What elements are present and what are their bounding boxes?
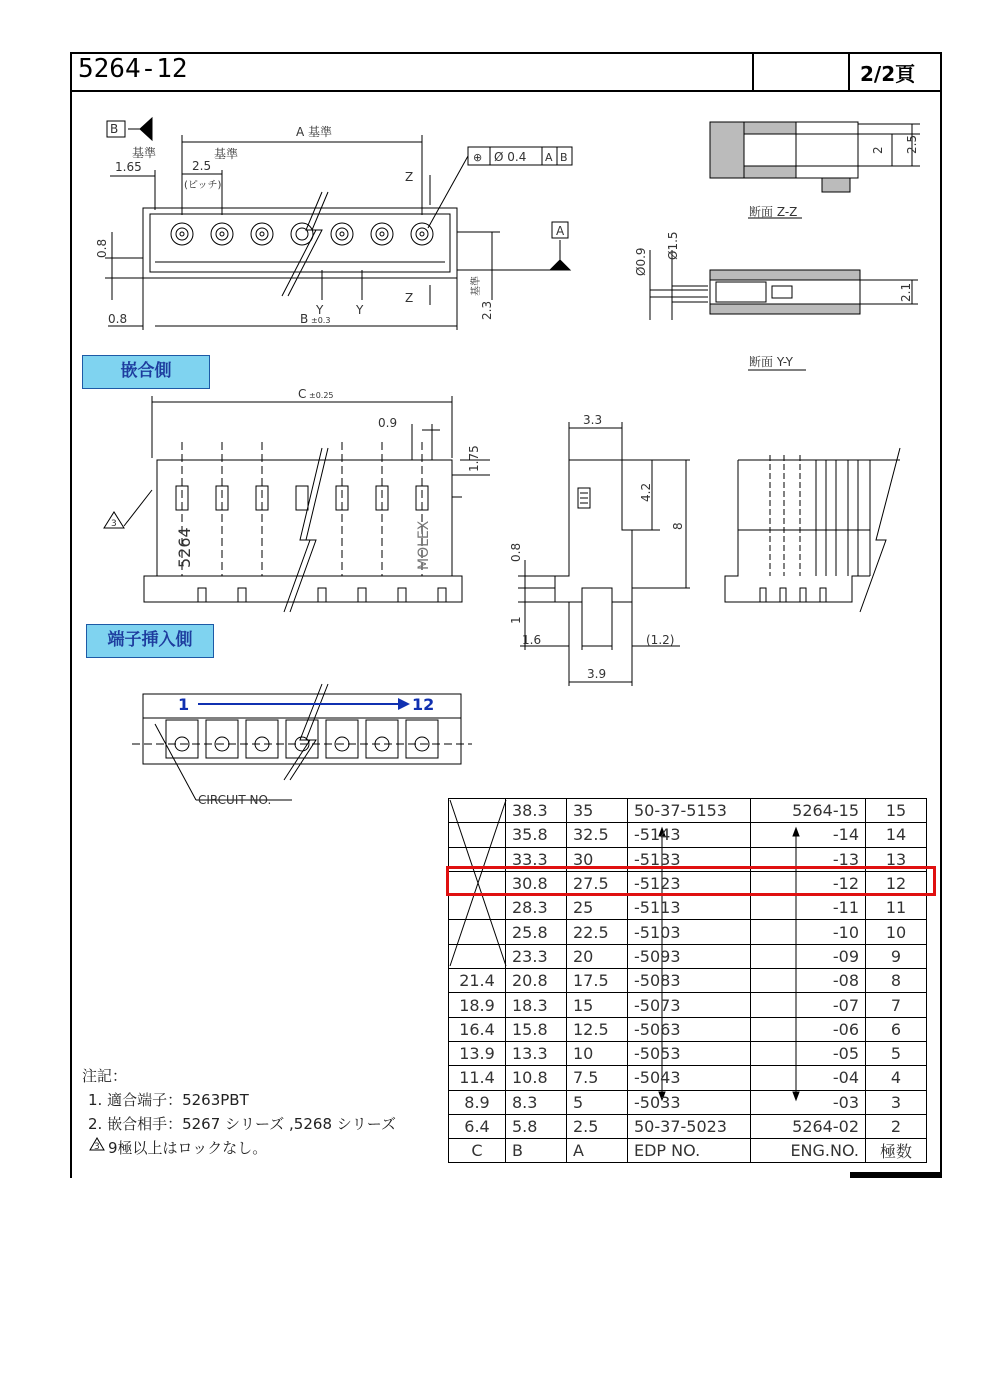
dim-3-9: 3.9	[587, 667, 607, 681]
dim-phi-0-9: Ø0.9	[634, 247, 648, 276]
table-cell: 35	[567, 799, 628, 823]
dim-b-label: B	[300, 312, 309, 326]
table-cell: -03	[751, 1090, 866, 1114]
table-cell: 11.4	[449, 1066, 506, 1090]
rear-view-drawing	[725, 448, 900, 612]
table-cell: -14	[751, 823, 866, 847]
table-cell: 22.5	[567, 920, 628, 944]
dim-0-8-vert: 0.8	[95, 238, 109, 258]
table-row	[449, 799, 927, 823]
break-line	[284, 448, 322, 612]
table-cell: 25	[567, 896, 628, 920]
table-row	[449, 920, 927, 944]
table-cell: EDP NO.	[628, 1139, 751, 1163]
table-row	[449, 896, 927, 920]
table-cell: 3	[866, 1090, 927, 1114]
dim-1-65: 1.65	[115, 160, 142, 174]
selected-row-highlight	[446, 866, 936, 896]
table-cell: 9	[866, 944, 927, 968]
housing-marking-molex: MOLEX	[416, 520, 432, 570]
table-cell: 2	[866, 1114, 927, 1138]
datum-b-triangle-icon	[128, 118, 152, 140]
dim-c-label: C	[298, 387, 307, 401]
housing-top-outline	[143, 208, 457, 278]
table-cell: -5063	[628, 1017, 751, 1041]
table-cell: 15.8	[506, 1017, 567, 1041]
table-cell: 16.4	[449, 1017, 506, 1041]
table-cell: 5	[567, 1090, 628, 1114]
table-cell: 15	[567, 993, 628, 1017]
dimension-table	[448, 798, 927, 1163]
housing-side-outline	[555, 460, 632, 602]
section-zz-drawing	[710, 122, 920, 218]
table-cell: 7	[866, 993, 927, 1017]
circuit-no-label: CIRCUIT NO.	[198, 793, 272, 807]
section-y-mark: Y	[356, 303, 364, 317]
fcf-tolerance: Ø 0.4	[494, 150, 527, 164]
table-cell: 20	[567, 944, 628, 968]
table-cell: -11	[751, 896, 866, 920]
table-cell: 14	[866, 823, 927, 847]
circuit-end-number: 12	[412, 695, 435, 714]
table-cell: 6.4	[449, 1114, 506, 1138]
table-row	[449, 993, 927, 1017]
kijun-label: 基準	[214, 147, 239, 161]
table-cell: 17.5	[567, 969, 628, 993]
table-cell: -5123	[628, 871, 751, 895]
table-cell: 50-37-5023	[628, 1114, 751, 1138]
table-cell: 8.9	[449, 1090, 506, 1114]
front-view-drawing	[104, 396, 490, 612]
table-row	[449, 1114, 927, 1138]
dim-c-tolerance: ±0.25	[309, 391, 334, 400]
dim-1-6: 1.6	[522, 633, 542, 647]
datum-a-triangle-icon	[550, 240, 570, 270]
break-line	[284, 684, 322, 780]
note-3-mark: 3	[111, 519, 117, 529]
front-terminal-windows	[176, 486, 428, 510]
table-cell: 20.8	[506, 969, 567, 993]
table-cell: 50-37-5153	[628, 799, 751, 823]
table-cell: 12.5	[567, 1017, 628, 1041]
dim-pitch: 2.5	[192, 159, 212, 173]
dim-4-2: 4.2	[639, 482, 653, 502]
table-cell: -06	[751, 1017, 866, 1041]
table-row	[449, 1017, 927, 1041]
table-cell: -5103	[628, 920, 751, 944]
table-cell	[449, 799, 506, 823]
table-cell: 18.9	[449, 993, 506, 1017]
table-cell: 25.8	[506, 920, 567, 944]
table-row	[449, 1041, 927, 1065]
dim-phi-1-5: Ø1.5	[666, 231, 680, 260]
table-cell: -08	[751, 969, 866, 993]
table-cell: -5113	[628, 896, 751, 920]
table-cell: 7.5	[567, 1066, 628, 1090]
dim-1: 1	[509, 616, 523, 624]
table-cell: -09	[751, 944, 866, 968]
part-number: 5264-12	[78, 54, 188, 84]
table-row	[449, 1090, 927, 1114]
table-cell: -5143	[628, 823, 751, 847]
dim-8: 8	[671, 522, 685, 530]
dim-1-2-ref: (1.2)	[646, 633, 675, 647]
dim-a-label: A 基準	[296, 125, 333, 139]
table-cell: 38.3	[506, 799, 567, 823]
page-number: 2/2頁	[860, 62, 916, 86]
table-cell: C	[449, 1139, 506, 1163]
mating-side-badge: 嵌合側	[82, 355, 210, 389]
section-yy-label: 断面 Y-Y	[749, 355, 793, 369]
insertion-side-badge: 端子挿入側	[86, 624, 214, 658]
dim-2-1: 2.1	[899, 282, 913, 302]
table-cell: 2.5	[567, 1114, 628, 1138]
circuit-start-number: 1	[178, 695, 190, 714]
table-cell: 32.5	[567, 823, 628, 847]
housing-marking-5264: 5264	[175, 527, 194, 568]
pitch-label: (ピッチ)	[184, 180, 222, 191]
dim-2-5: 2.5	[905, 134, 919, 154]
table-cell: 27.5	[567, 871, 628, 895]
contact-cavities	[171, 223, 433, 245]
table-cell: 13.9	[449, 1041, 506, 1065]
table-cell	[449, 896, 506, 920]
table-cell: 35.8	[506, 823, 567, 847]
table-cell: 13	[866, 847, 927, 871]
table-cell: B	[506, 1139, 567, 1163]
housing-front-outline	[157, 460, 452, 576]
note-3-mark: 3	[94, 1142, 100, 1152]
table-cell: -10	[751, 920, 866, 944]
table-cell: -13	[751, 847, 866, 871]
table-cell	[449, 920, 506, 944]
table-cell: 5264-15	[751, 799, 866, 823]
notes-heading: 注記：	[82, 1067, 128, 1085]
table-cell: 28.3	[506, 896, 567, 920]
fcf-datum-a: A	[545, 151, 553, 164]
section-y-mark: Y	[316, 303, 324, 317]
table-cell: 10.8	[506, 1066, 567, 1090]
table-cell: -5073	[628, 993, 751, 1017]
dim-0-8-side: 0.8	[509, 542, 523, 562]
table-cell	[449, 944, 506, 968]
note-item-3: 9極以上はロックなし。	[108, 1139, 268, 1157]
table-cell: -5053	[628, 1041, 751, 1065]
table-cell: -05	[751, 1041, 866, 1065]
table-cell: 8	[866, 969, 927, 993]
kijun-label: 基準	[132, 146, 157, 160]
frame-bottom-bar	[850, 1172, 940, 1178]
table-row	[449, 823, 927, 847]
kijun-label: 基準	[471, 276, 482, 296]
table-cell: -04	[751, 1066, 866, 1090]
table-cell: 5	[866, 1041, 927, 1065]
table-cell: 23.3	[506, 944, 567, 968]
table-cell: 30	[567, 847, 628, 871]
table-cell: 5264-02	[751, 1114, 866, 1138]
table-cell: -5033	[628, 1090, 751, 1114]
dim-3-3: 3.3	[583, 413, 603, 427]
arrow-right-icon	[398, 698, 410, 710]
table-cell: 10	[866, 920, 927, 944]
table-cell: 10	[567, 1041, 628, 1065]
datum-a-label: A	[556, 224, 565, 238]
table-cell: -12	[751, 871, 866, 895]
table-cell: -5083	[628, 969, 751, 993]
table-cell: -5133	[628, 847, 751, 871]
table-cell: 30.8	[506, 871, 567, 895]
dim-b-tolerance: ±0.3	[311, 316, 331, 325]
table-cell: -5043	[628, 1066, 751, 1090]
dim-0-9: 0.9	[378, 416, 398, 430]
table-cell: 5.8	[506, 1114, 567, 1138]
fcf-symbol: ⊕	[473, 151, 483, 164]
note-item-2: 2. 嵌合相手：5267 シリーズ ,5268 シリーズ	[88, 1115, 397, 1133]
table-row	[449, 944, 927, 968]
table-cell: 4	[866, 1066, 927, 1090]
table-cell: -5093	[628, 944, 751, 968]
table-cell: A	[567, 1139, 628, 1163]
table-cell: 極数	[866, 1139, 927, 1163]
dim-2: 2	[871, 146, 885, 154]
table-cell	[449, 823, 506, 847]
table-cell: 18.3	[506, 993, 567, 1017]
table-cell: ENG.NO.	[751, 1139, 866, 1163]
table-cell: 33.3	[506, 847, 567, 871]
dim-2-3: 2.3	[480, 300, 494, 320]
section-yy-drawing	[650, 250, 918, 370]
table-cell: 6	[866, 1017, 927, 1041]
table-cell: 21.4	[449, 969, 506, 993]
table-cell: 11	[866, 896, 927, 920]
dim-1-75: 1.75	[467, 445, 481, 472]
table-row	[449, 1066, 927, 1090]
fcf-datum-b: B	[560, 151, 568, 164]
notes-block	[82, 1064, 396, 1160]
table-cell: 13.3	[506, 1041, 567, 1065]
section-zz-label: 断面 Z-Z	[749, 205, 798, 219]
section-z-mark: Z	[405, 170, 414, 184]
table-cell: -07	[751, 993, 866, 1017]
dim-0-8: 0.8	[108, 312, 128, 326]
section-z-mark: Z	[405, 291, 414, 305]
datum-b-label: B	[110, 122, 119, 136]
table-cell: 8.3	[506, 1090, 567, 1114]
table-header-row	[449, 1139, 927, 1163]
table-cell: 12	[866, 871, 927, 895]
table-row	[449, 969, 927, 993]
table-cell: 15	[866, 799, 927, 823]
note-item-1: 1. 適合端子：5263PBT	[88, 1091, 249, 1109]
